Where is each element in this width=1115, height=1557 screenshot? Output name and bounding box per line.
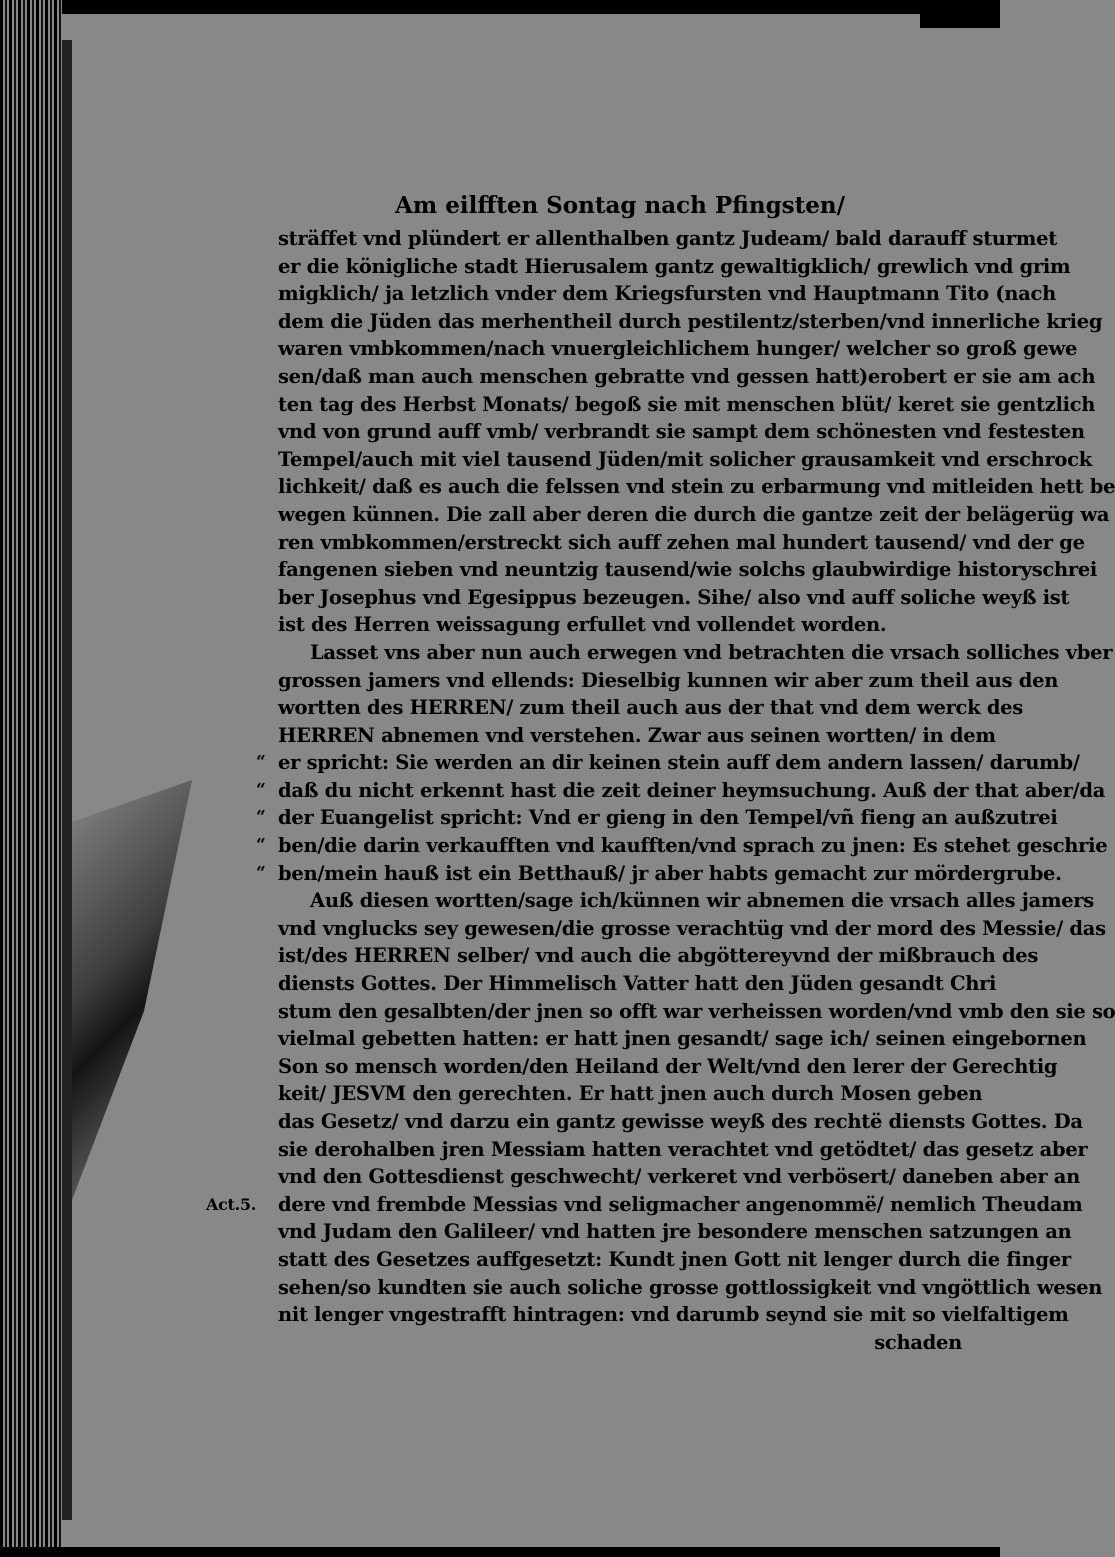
text-line-content: lichkeit/ daß es auch die felssen vnd stein zu erbarmung vnd mitleiden hett be: [278, 475, 1115, 499]
text-line-content: stum den gesalbten/der jnen so offt war verheissen worden/vnd vmb den sie so: [278, 999, 1115, 1023]
catchword: schaden: [874, 1330, 962, 1354]
text-line-content: das Gesetz/ vnd darzu ein gantz gewisse weyß des rechtë diensts Gottes. Da: [278, 1110, 1083, 1133]
text-line: [278, 887, 1094, 915]
text-line: [278, 667, 1059, 695]
quotation-mark: “: [256, 862, 266, 883]
book-spine-edge: [0, 0, 62, 1557]
text-line-content: ist des Herren weissagung erfullet vnd vollendet worden.: [278, 613, 887, 637]
text-line: [278, 1301, 1069, 1329]
running-header: Am eilfften Sontag nach Pfingsten/: [395, 192, 845, 219]
text-line-content: statt des Gesetzes auffgesetzt: Kundt jnen Gott nit lenger durch die finger: [278, 1247, 1071, 1271]
page-gutter-shadow: [62, 40, 72, 1520]
text-line-content: dem die Jüden das merhentheil durch pestilentz/sterben/vnd innerliche krieg: [278, 309, 1103, 333]
text-line-content: Lasset vns aber nun auch erwegen vnd betrachten die vrsach solliches vber: [310, 640, 1113, 664]
text-line-content: vielmal gebetten hatten: er hatt jnen gesandt/ sage ich/ seinen eingebornen: [278, 1027, 1087, 1051]
text-line-content: fangenen sieben vnd neuntzig tausend/wie solchs glaubwirdige historyschrei: [278, 558, 1098, 582]
text-line: [256, 804, 1058, 832]
text-line-content: sen/daß man auch menschen gebratte vnd gessen hatt)erobert er sie am ach: [278, 364, 1096, 388]
text-line-content: sie derohalben jren Messiam hatten verachtet vnd getödtet/ das gesetz aber: [278, 1137, 1088, 1161]
text-line-content: waren vmbkommen/nach vnuergleichlichem hunger/ welcher so groß gewe: [278, 337, 1078, 361]
text-line: [278, 418, 1085, 446]
text-line: [278, 363, 1096, 391]
text-line-content: nit lenger vngestrafft hintragen: vnd darumb seynd sie mit so vielfaltigem: [278, 1303, 1069, 1327]
text-line: [278, 970, 997, 998]
text-line-content: ben/mein hauß ist ein Betthauß/ jr aber habts gemacht zur mördergrube.: [278, 861, 1062, 885]
text-line: [256, 749, 1080, 777]
margin-note: Act.5.: [206, 1194, 257, 1214]
body-text: [206, 225, 1115, 1329]
text-line-content: Auß diesen wortten/sage ich/künnen wir abnemen die vrsach alles jamers: [310, 889, 1094, 913]
text-line-content: wegen künnen. Die zall aber deren die durch die gantze zeit der belägerüg wa: [278, 502, 1110, 526]
text-line-content: vnd den Gottesdienst geschwecht/ verkeret vnd verbösert/ daneben aber an: [278, 1165, 1081, 1189]
text-line: [278, 225, 1057, 253]
text-line: [278, 942, 1039, 970]
text-line: [278, 529, 1085, 557]
text-line: [278, 1274, 1103, 1302]
page-text-block: [206, 192, 1115, 1356]
quotation-mark: “: [256, 779, 266, 800]
text-line: [278, 915, 1106, 943]
scan-corner-mark: [920, 0, 1000, 28]
text-line: [206, 1191, 1083, 1219]
text-line-content: diensts Gottes. Der Himmelisch Vatter hatt den Jüden gesandt Chri: [278, 972, 997, 996]
text-line-content: ren vmbkommen/erstreckt sich auff zehen mal hundert tausend/ vnd der ge: [278, 530, 1085, 554]
text-line-content: der Euangelist spricht: Vnd er gieng in den Tempel/vñ fieng an außzutrei: [278, 806, 1058, 830]
text-line-content: ber Josephus vnd Egesippus bezeugen. Sihe/ also vnd auff soliche weyß ist: [278, 585, 1070, 609]
text-line-content: Son so mensch worden/den Heiland der Welt/vnd den lerer der Gerechtig: [278, 1054, 1058, 1078]
text-line: [278, 1246, 1071, 1274]
text-line: [278, 1218, 1072, 1246]
text-line: [278, 335, 1078, 363]
text-line-content: er die königliche stadt Hierusalem gantz gewaltigklich/ grewlich vnd grim: [278, 254, 1071, 278]
text-line: [278, 1025, 1087, 1053]
text-line-content: vnd von grund auff vmb/ verbrandt sie sampt dem schönesten vnd festesten: [278, 420, 1085, 444]
text-line: [278, 1108, 1083, 1136]
text-line: [278, 280, 1056, 308]
text-line: [278, 694, 1023, 722]
text-line: [278, 639, 1113, 667]
text-line-content: sträffet vnd plündert er allenthalben gantz Judeam/ bald darauff sturmet: [278, 227, 1057, 250]
text-line-content: dere vnd frembde Messias vnd seligmacher angenommë/ nemlich Theudam: [278, 1192, 1083, 1216]
text-line-content: wortten des HERREN/ zum theil auch aus der that vnd dem werck des: [278, 696, 1023, 720]
text-line: [278, 1080, 983, 1108]
text-line-content: ist/des HERREN selber/ vnd auch die abgöttereyvnd der mißbrauch des: [278, 944, 1039, 968]
text-line-content: keit/ JESVM den gerechten. Er hatt jnen auch durch Mosen geben: [278, 1082, 983, 1106]
text-line-content: vnd Judam den Galileer/ vnd hatten jre besondere menschen satzungen an: [278, 1220, 1072, 1244]
text-line-content: grossen jamers vnd ellends: Dieselbig kunnen wir aber zum theil aus den: [278, 668, 1059, 692]
scan-top-edge: [0, 0, 1000, 14]
quotation-mark: “: [256, 807, 266, 828]
scan-bottom-edge: [0, 1547, 1000, 1557]
text-line: [278, 253, 1071, 281]
text-line-content: daß du nicht erkennt hast die zeit deiner heymsuchung. Auß der that aber/da: [278, 778, 1106, 802]
text-line: [278, 501, 1110, 529]
text-line-content: Tempel/auch mit viel tausend Jüden/mit solicher grausamkeit vnd erschrock: [278, 447, 1092, 471]
text-line: [278, 1163, 1081, 1191]
text-line-content: ben/die darin verkaufften vnd kaufften/vnd sprach zu jnen: Es stehet geschrie: [278, 834, 1108, 858]
text-line-content: sehen/so kundten sie auch soliche grosse gottlossigkeit vnd vngöttlich wesen: [278, 1275, 1103, 1299]
text-line-content: migklich/ ja letzlich vnder dem Kriegsfursten vnd Hauptmann Tito (nach: [278, 282, 1056, 306]
text-line-content: ten tag des Herbst Monats/ begoß sie mit menschen blüt/ keret sie gentzlich: [278, 392, 1096, 416]
text-line: [256, 860, 1062, 888]
text-line: [256, 832, 1108, 860]
text-line-content: er spricht: Sie werden an dir keinen stein auff dem andern lassen/ darumb/: [278, 751, 1080, 775]
text-line: [278, 722, 996, 750]
text-line: [278, 391, 1096, 419]
text-line: [278, 473, 1115, 501]
text-line-content: vnd vnglucks sey gewesen/die grosse verachtüg vnd der mord des Messie/ das: [278, 916, 1106, 940]
text-line: [278, 998, 1115, 1026]
text-line: [278, 1053, 1058, 1081]
text-line: [278, 446, 1092, 474]
text-line: [278, 611, 962, 639]
page-fold-shadow: [72, 780, 192, 1200]
quotation-mark: “: [256, 752, 266, 773]
quotation-mark: “: [256, 835, 266, 856]
text-line: [256, 777, 1106, 805]
text-line: [278, 1136, 1088, 1164]
text-line: [278, 308, 1103, 336]
text-line: [278, 584, 1070, 612]
text-line: [278, 556, 1098, 584]
text-line-content: HERREN abnemen vnd verstehen. Zwar aus seinen wortten/ in dem: [278, 723, 996, 747]
